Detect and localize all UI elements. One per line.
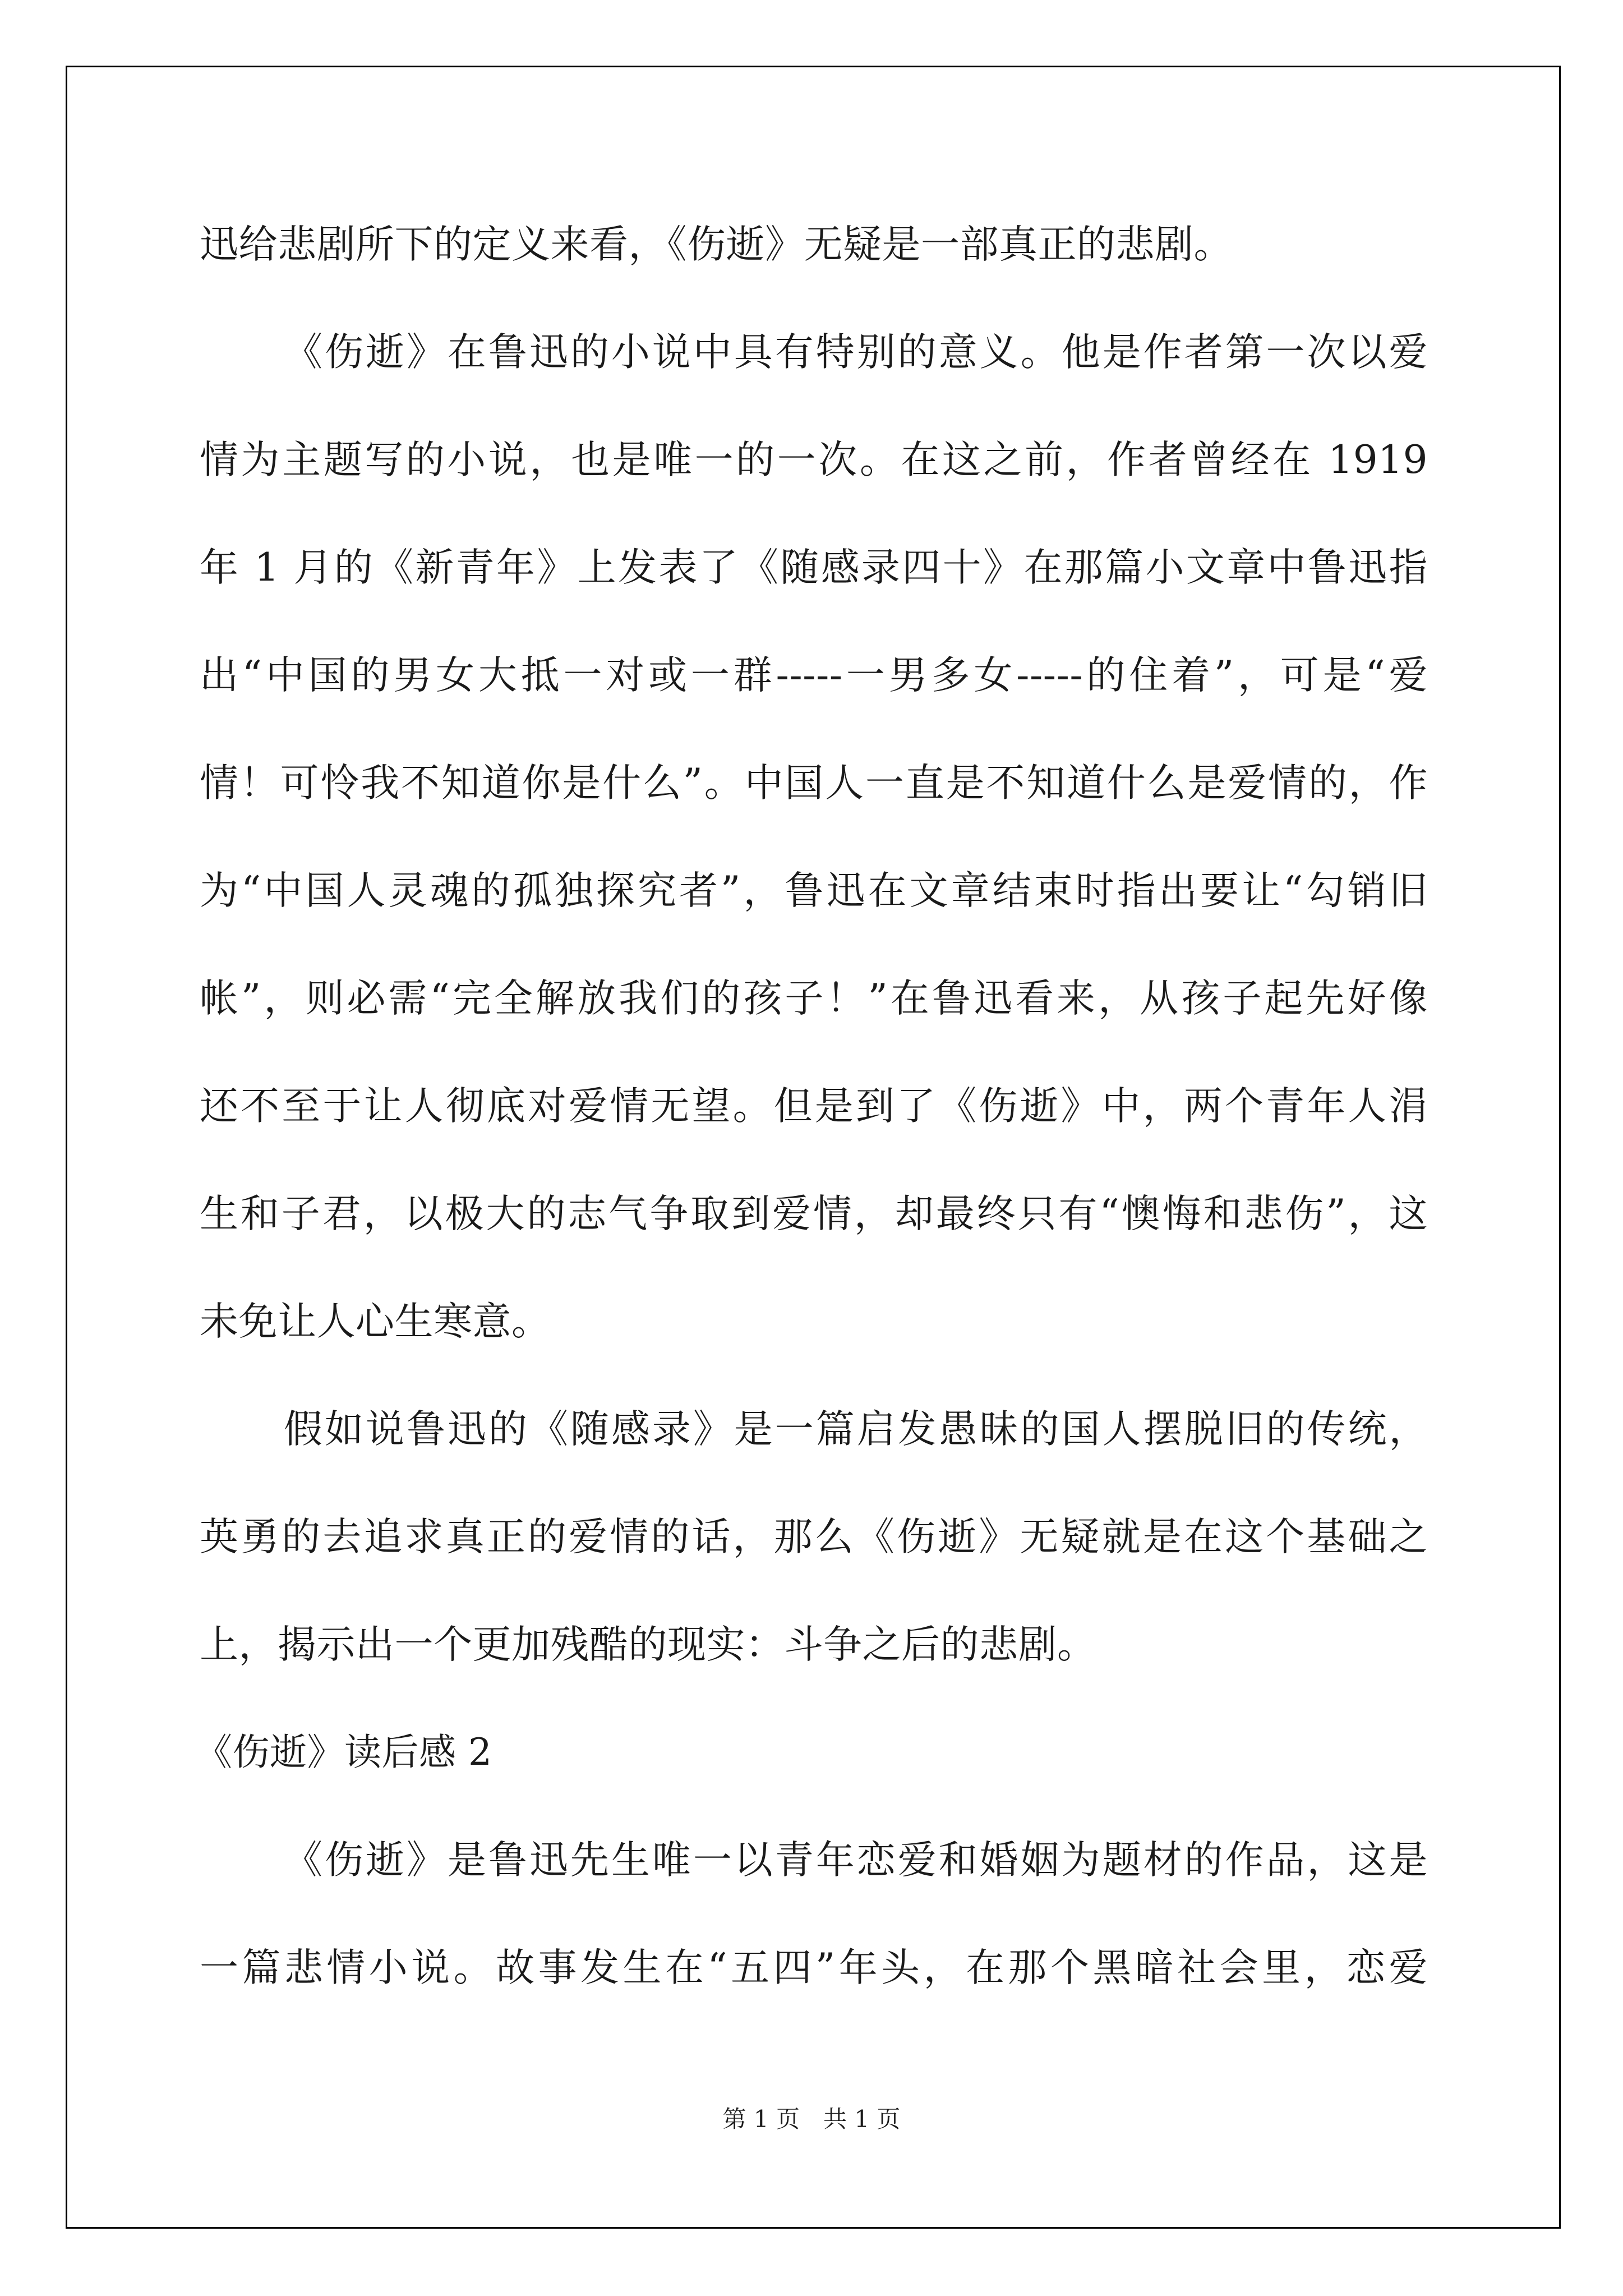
text-line: 为“中国人灵魂的孤独探究者”，鲁迅在文章结束时指出要让“勾销旧 xyxy=(200,868,1428,913)
text-line: 年 1 月的《新青年》上发表了《随感录四十》在那篇小文章中鲁迅指 xyxy=(200,545,1428,590)
page-number-footer: 第 1 页 共 1 页 xyxy=(722,2105,901,2133)
document-body xyxy=(195,191,1428,2022)
text-line: 未免让人心生寒意。 xyxy=(200,1299,551,1344)
text-line: 迅给悲剧所下的定义来看，《伤逝》无疑是一部真正的悲剧。 xyxy=(200,222,1233,267)
text-line: 《伤逝》是鲁迅先生唯一以青年恋爱和婚姻为题材的作品，这是 xyxy=(284,1838,1428,1883)
text-line: 帐”，则必需“完全解放我们的孩子！”在鲁迅看来，从孩子起先好像 xyxy=(200,976,1428,1021)
text-line: 情！可怜我不知道你是什么”。中国人一直是不知道什么是爱情的，作 xyxy=(200,761,1428,806)
text-line: 一篇悲情小说。故事发生在“五四”年头，在那个黑暗社会里，恋爱 xyxy=(200,1945,1428,1990)
text-line: 还不至于让人彻底对爱情无望。但是到了《伤逝》中，两个青年人涓 xyxy=(200,1084,1428,1129)
text-line: 上，揭示出一个更加残酷的现实：斗争之后的悲剧。 xyxy=(200,1622,1096,1667)
section-heading: 《伤逝》读后感 2 xyxy=(195,1731,492,1774)
text-line: 出“中国的男女大抵一对或一群-----一男多女-----的住着”，可是“爱 xyxy=(200,653,1428,698)
text-line: 情为主题写的小说，也是唯一的一次。在这之前，作者曾经在 1919 xyxy=(200,438,1428,482)
text-line: 假如说鲁迅的《随感录》是一篇启发愚昧的国人摆脱旧的传统， xyxy=(284,1407,1428,1452)
text-line: 英勇的去追求真正的爱情的话，那么《伤逝》无疑就是在这个基础之 xyxy=(200,1515,1428,1559)
text-line: 生和子君，以极大的志气争取到爱情，却最终只有“懊悔和悲伤”，这 xyxy=(200,1191,1428,1236)
text-line: 《伤逝》在鲁迅的小说中具有特别的意义。他是作者第一次以爱 xyxy=(284,330,1428,375)
